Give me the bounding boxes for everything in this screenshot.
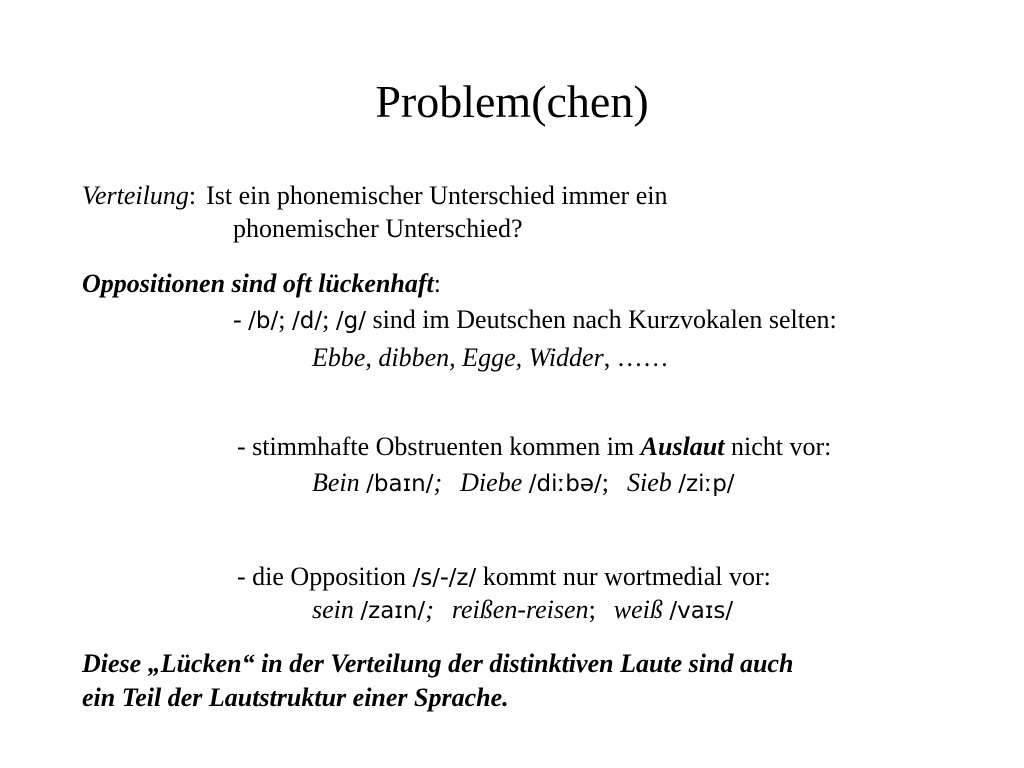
point-1-examples: Ebbe, dibben, Egge, Widder <box>312 343 604 372</box>
example-word-sein: sein <box>312 595 354 624</box>
point-2-text-before: - stimmhafte Obstruenten kommen im <box>237 432 641 461</box>
example-ipa-sieb: /ziːp/ <box>678 471 735 497</box>
ipa-b: /b/ <box>248 308 279 334</box>
ipa-z: /z/ <box>448 565 477 591</box>
verteilung-question-line-1: Ist ein phonemischer Unterschied immer ein <box>206 181 668 210</box>
example-word-bein: Bein <box>312 468 360 497</box>
separator: ; <box>601 468 609 497</box>
example-ipa-sein: /zaɪn/ <box>360 598 426 624</box>
point-3-examples-line <box>312 594 733 627</box>
ipa-g: /g/ <box>335 308 366 334</box>
point-1-dash: - <box>233 305 249 334</box>
point-1-examples-line <box>312 342 669 374</box>
verteilung-term: Verteilung <box>82 181 189 210</box>
point-1-examples-tail: , …… <box>603 343 669 372</box>
slide-title: Problem(chen) <box>375 76 649 127</box>
verteilung-question-line-2: phonemischer Unterschied? <box>233 214 523 243</box>
point-3-text-after: kommt nur wortmedial vor: <box>476 562 771 591</box>
ipa-d: /d/ <box>292 308 323 334</box>
example-word-reissen-reisen: reißen-reisen <box>451 595 589 624</box>
conclusion-line-2: ein Teil der Lautstruktur einer Sprache. <box>82 683 509 712</box>
example-ipa-weiss: /vaɪs/ <box>669 598 734 624</box>
point-2-emphasis: Auslaut <box>640 432 725 461</box>
verteilung-line-1 <box>82 180 667 212</box>
point-3-text-before: - die Opposition <box>237 562 413 591</box>
separator: ; <box>425 595 434 624</box>
separator: ; <box>278 305 293 334</box>
ipa-s: /s/ <box>412 565 440 591</box>
point-2-examples-line <box>312 467 735 500</box>
example-ipa-bein: /baɪn/ <box>366 471 434 497</box>
oppositionen-colon: : <box>433 269 442 298</box>
example-ipa-diebe: /diːbə/ <box>528 471 602 497</box>
separator: ; <box>588 595 596 624</box>
separator: ; <box>433 468 443 497</box>
hyphen: - <box>439 562 449 591</box>
point-2-text-after: nicht vor: <box>724 432 832 461</box>
point-1-line <box>233 304 837 337</box>
point-1-text: sind im Deutschen nach Kurzvokalen selten: <box>365 305 837 334</box>
example-word-diebe: Diebe <box>460 468 523 497</box>
oppositionen-heading-line <box>82 268 441 300</box>
separator: ; <box>322 305 336 334</box>
conclusion-line-1: Diese „Lücken“ in der Verteilung der distinktiven Laute sind auch <box>82 649 794 678</box>
verteilung-colon: : <box>188 181 197 210</box>
oppositionen-heading: Oppositionen sind oft lückenhaft <box>82 269 434 298</box>
example-word-weiss: weiß <box>613 595 663 624</box>
point-3-line <box>237 561 771 594</box>
point-2-line <box>237 431 831 463</box>
example-word-sieb: Sieb <box>626 468 672 497</box>
